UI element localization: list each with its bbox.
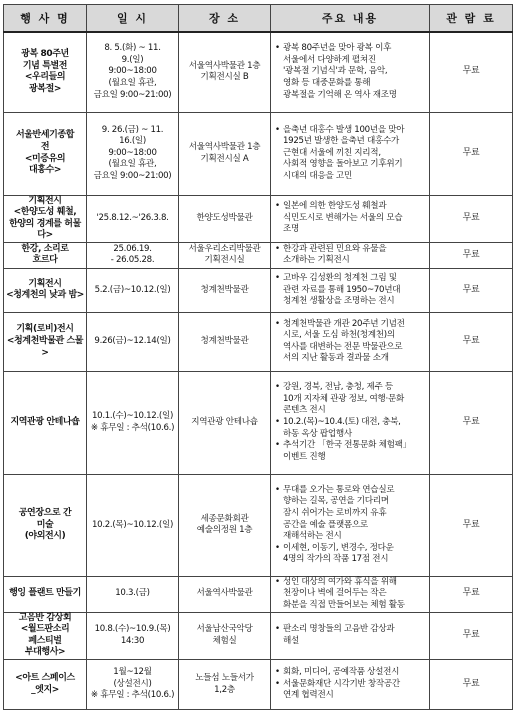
cell-line: 기획전시실 A [200,153,249,164]
cell-line: (월요일 휴관, [108,159,157,170]
cell-line: • 10.2.(목)~10.4.(토) 대전, 충북, [283,417,401,428]
cell-line: - 26.05.28. [110,255,155,266]
cell-line: 금요일 9:00~21:00) [93,170,172,181]
cell-line: 9:00~18:00 [108,147,157,158]
table-header-row [4,5,513,33]
content-bullet-item [275,319,426,365]
fee-cell: 무료 [430,576,513,612]
cell-line: 청계천 생활상을 조명하는 전시 [283,296,395,307]
cell-line: <미증유의 [24,153,66,164]
venue-cell [179,312,271,371]
content-list [275,624,426,647]
cell-line: 세종문화회관 [200,513,249,524]
fee-cell: 무료 [430,312,513,371]
content-bullet-item [275,679,426,702]
cell-line: 9.(일) [121,54,144,65]
cell-line: 시로, 서울 도심 하천(청계천)의 [283,330,395,341]
cell-line: 소개하는 기획전시 [283,255,350,266]
cell-line: 흐르다 [32,255,58,266]
table-row [4,576,513,612]
cell-line: 서울에서 다양하게 펼쳐진 [283,54,376,65]
content-list [275,244,426,267]
cell-line: • 추석기간 「한국 전통문화 체험팩」 [283,440,411,451]
cell-line: • 성인 대상의 여가와 휴식을 위해 [283,576,397,587]
cell-line: • 청계천박물관 개관 20주년 기념전 [283,318,405,329]
table-row [4,660,513,710]
cell-line: '25.8.12.~'26.3.8. [96,212,169,223]
content-list [275,125,426,183]
cell-line: 9:00~18:00 [108,66,157,77]
cell-line: 1925년 발생한 을축년 대홍수가 [283,136,399,147]
cell-line: 부대행사> [24,647,66,658]
cell-line: 서울역사박물관 1층 [188,60,261,71]
period-cell [87,195,179,242]
cell-line: 해설 [283,635,300,646]
cell-line: • 판소리 명창들의 고음반 감상과 [283,624,395,635]
period-cell [87,268,179,312]
table-row [4,612,513,659]
cell-line: • 일본에 의한 한양도성 훼철과 [283,201,387,212]
fee-cell: 무료 [430,474,513,576]
table-row [4,312,513,371]
cell-line: 1,2층 [214,684,235,695]
cell-line: 공간을 예술 플랫폼으로 [283,519,368,530]
cell-line: 근현대 서울에 끼친 지리적, [283,147,381,158]
table-row [4,242,513,268]
cell-line: • 한강과 관련된 민요와 유물을 [283,243,387,254]
content-bullet-item [275,125,426,183]
cell-line: 광복절을 기억해 온 역사 재조명 [283,89,397,100]
cell-line: 영화 등 대중문화를 통해 [283,78,371,89]
content-bullet-item [275,543,426,566]
cell-line: 역사를 대변하는 전문 박물관으로 [283,341,403,352]
cell-line: • 을축년 대홍수 발생 100년을 맞아 [283,124,405,135]
content-bullet-item [275,577,426,612]
cell-line: 서울남산국악당 [196,624,253,635]
cell-line: 시대의 대응을 고민 [283,170,352,181]
content-cell [271,32,430,112]
cell-line: 서울역사박물관 [196,588,253,599]
cell-line: <청계천의 낮과 밤> [6,290,84,301]
event-name-cell [4,312,87,371]
content-bullet-item [275,273,426,308]
cell-line: 서의 지난 활동과 결과물 소개 [283,353,389,364]
content-bullet-item [275,244,426,267]
content-list [275,319,426,365]
content-cell [271,268,430,312]
table-row [4,195,513,242]
cell-line: 한양의 경계를 허물다> [9,218,81,241]
header-content: 주요 내용 [271,5,430,33]
table-row [4,268,513,312]
content-list [275,43,426,101]
cell-line: <청계천박물관 스물> [6,336,84,358]
event-name-cell [4,474,87,576]
content-bullet-item [275,667,426,679]
period-cell [87,371,179,474]
cell-line: 재해석하는 전시 [283,531,342,542]
cell-line: 관련 자료를 통해 1950~70년대 [283,284,401,295]
cell-line: 기념 특별전 [22,60,68,71]
cell-line: <우리들의 [24,72,66,83]
cell-line: 잠시 쉬어가는 로비까지 유휴 [283,507,387,518]
event-name-cell [4,242,87,268]
cell-line: 청계천박물관 [200,336,249,347]
cell-line: 기획전시 [28,278,62,289]
cell-line: 조명 [283,224,300,235]
fee-cell: 무료 [430,612,513,659]
cell-line: 화분을 직접 만들어보는 체험 활동 [283,600,405,611]
fee-cell: 무료 [430,195,513,242]
cell-line: • 이세현, 이동기, 변경수, 정다운 [283,542,394,553]
cell-line: 25.06.19. [113,243,152,254]
fee-cell: 무료 [430,32,513,112]
cell-line: 광복절> [28,83,62,94]
period-cell [87,32,179,112]
table-row [4,32,513,112]
cell-line: 지역관광 안테나숍 [191,417,258,428]
cell-line: 9.26(금)~12.14(일) [94,336,171,347]
cell-line: 10.3.(금) [115,588,150,599]
event-name-cell [4,371,87,474]
cell-line: 전 [40,141,50,152]
cell-line: 8. 5.(화) ~ 11. [104,43,161,54]
cell-line: 이벤트 진행 [283,451,326,462]
content-bullet-item [275,417,426,440]
cell-line: • 고바우 김성환의 청계천 그림 및 [283,272,397,283]
event-name-cell [4,195,87,242]
content-cell [271,576,430,612]
period-cell [87,312,179,371]
content-bullet-item [275,382,426,417]
fee-cell: 무료 [430,371,513,474]
period-cell [87,612,179,659]
event-name-cell [4,32,87,112]
content-cell [271,660,430,710]
cell-line: _엣지> [31,684,59,695]
cell-line: ※ 휴무일 : 추석(10.6.) [90,422,175,433]
cell-line: 노들섬 노들서가 [195,672,254,683]
content-cell [271,242,430,268]
content-cell [271,112,430,195]
content-bullet-item [275,485,426,543]
cell-line: 미술 [36,519,54,530]
content-cell [271,612,430,659]
content-list [275,201,426,236]
cell-line: 10개 지자체 관광 정보, 여행·문화 [283,393,404,404]
cell-line: 식민도시로 변해가는 서울의 모습 [283,212,403,223]
period-cell [87,576,179,612]
cell-line: <한양도성 훼철, [13,207,77,218]
cell-line: 고음반 감상회 [18,612,72,623]
cell-line: 지역관광 안테나숍 [10,417,80,428]
cell-line: (월요일 휴관, [108,78,157,89]
table-row [4,474,513,576]
venue-cell [179,612,271,659]
event-name-cell [4,576,87,612]
cell-line: • 서울문화재단 시각기반 창작공간 [283,678,400,689]
cell-line: 연계 협력전시 [283,690,334,701]
cell-line: 서울역사박물관 1층 [188,141,261,152]
venue-cell [179,660,271,710]
content-cell [271,371,430,474]
content-list [275,667,426,702]
cell-line: 기획전시실 B [200,72,249,83]
cell-line: 9. 26.(금) ~ 11. [101,124,164,135]
content-list [275,485,426,566]
cell-line: 기획전시실 [204,255,245,266]
cell-line: 서울우리소리박물관 [188,243,261,254]
header-venue: 장 소 [179,5,271,33]
event-name-cell [4,612,87,659]
cell-line: 체험실 [212,635,237,646]
cell-line: 공연장으로 간 [18,507,72,518]
venue-cell [179,576,271,612]
event-schedule [3,4,512,710]
cell-line: 10.1.(수)~10.12.(일) [91,411,173,422]
cell-line: 천장이나 벽에 걸어두는 작은 [283,588,387,599]
period-cell [87,660,179,710]
table-row [4,112,513,195]
cell-line: 향하는 길목, 공연을 기다리며 [283,496,389,507]
cell-line: <아트 스페이스 [15,672,75,683]
cell-line: 서울반세기종합 [15,130,75,141]
content-list [275,273,426,308]
cell-line: 10.8.(수)~10.9.(목) [94,624,171,635]
venue-cell [179,242,271,268]
event-name-cell [4,112,87,195]
cell-line: 1월~12월 [113,667,152,678]
period-cell [87,474,179,576]
cell-line: 14:30 [120,635,145,646]
content-cell [271,195,430,242]
cell-line: 페스티벌 [28,635,62,646]
content-list [275,577,426,612]
cell-line: 청계천박물관 [200,284,249,295]
content-bullet-item [275,43,426,101]
content-cell [271,474,430,576]
cell-line: 4명의 작가의 작품 17점 전시 [283,554,389,565]
cell-line: 기획전시 [28,195,62,206]
fee-cell: 무료 [430,112,513,195]
cell-line: '광복절 기념식'과 문학, 음악, [283,66,388,77]
content-bullet-item [275,201,426,236]
cell-line: 광복 80주년 [21,49,69,60]
cell-line: • 무대를 오가는 통로와 연습실로 [283,484,395,495]
fee-cell: 무료 [430,242,513,268]
content-cell [271,312,430,371]
cell-line: • 회화, 미디어, 공예작품 상설전시 [283,667,400,678]
event-name-cell [4,660,87,710]
table-body [4,32,513,710]
cell-line: <월드판소리 [20,624,70,635]
cell-line: 10.2.(목)~10.12.(일) [91,519,173,530]
cell-line: 하동 옥상 팝업행사 [283,428,352,439]
cell-line: 기획(로비)전시 [16,324,74,335]
venue-cell [179,474,271,576]
event-table [3,4,513,710]
cell-line: (상설전시) [113,678,152,689]
cell-line: 금요일 9:00~21:00) [93,89,172,100]
cell-line: 예술의정원 1층 [196,525,253,536]
cell-line: • 강원, 경북, 전남, 충청, 제주 등 [283,382,393,393]
period-cell [87,242,179,268]
cell-line: 대홍수> [28,165,62,176]
cell-line: 5.2.(금)~10.12.(일) [94,284,171,295]
cell-line: 콘텐츠 전시 [283,405,326,416]
content-list [275,382,426,463]
header-fee: 관 람 료 [430,5,513,33]
cell-line: 한양도성박물관 [196,212,253,223]
cell-line: ※ 휴무일 : 추석(10.6.) [90,690,175,701]
venue-cell [179,32,271,112]
fee-cell: 무료 [430,268,513,312]
content-bullet-item [275,624,426,647]
cell-line: (야외전시) [24,531,66,542]
venue-cell [179,112,271,195]
cell-line: 사회적 영향을 돌아보고 기후위기 [283,159,403,170]
period-cell [87,112,179,195]
venue-cell [179,268,271,312]
cell-line: 16.(일) [119,136,146,147]
event-name-cell [4,268,87,312]
cell-line: • 광복 80주년을 맞아 광복 이후 [283,43,392,54]
header-event-name: 행 사 명 [4,5,87,33]
fee-cell: 무료 [430,660,513,710]
venue-cell [179,371,271,474]
cell-line: 한강, 소리로 [21,243,69,254]
cell-line: 행잉 플랜트 만들기 [9,588,81,599]
content-bullet-item [275,440,426,463]
table-row [4,371,513,474]
venue-cell [179,195,271,242]
header-period: 일 시 [87,5,179,33]
